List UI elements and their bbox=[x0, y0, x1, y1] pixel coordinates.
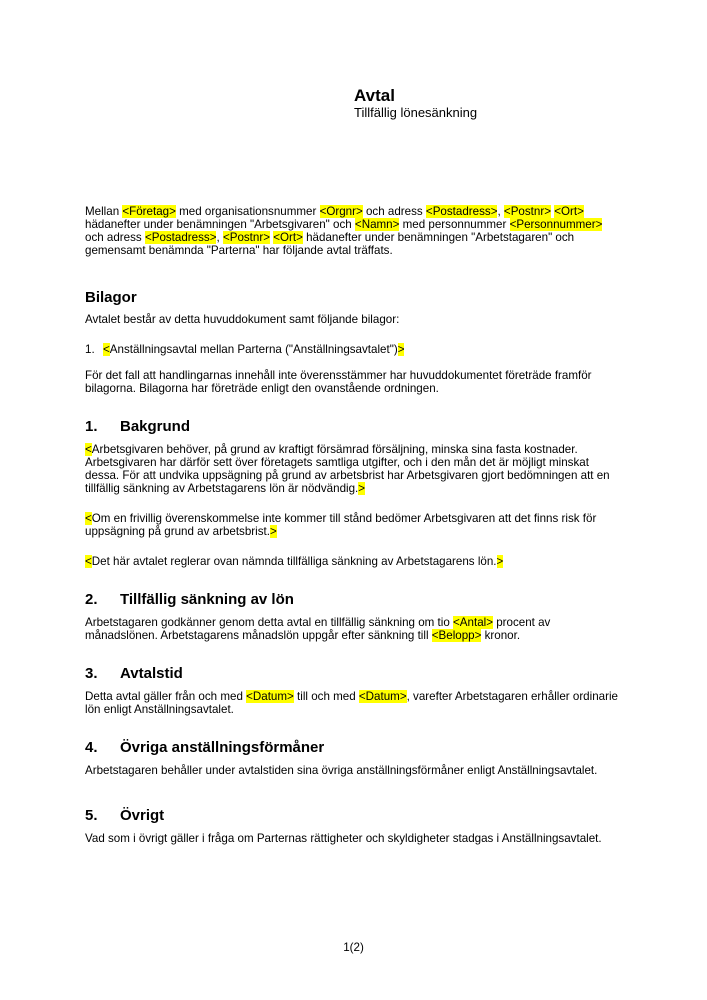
bilagor-heading: Bilagor bbox=[85, 289, 137, 306]
text-segment: procent av månadslönen. Arbetstagarens månadslön uppgår efter sänkning till bbox=[85, 616, 551, 642]
placeholder-highlight: > bbox=[269, 525, 277, 538]
placeholder-highlight: < bbox=[85, 555, 92, 568]
section-number: 2. bbox=[85, 591, 98, 608]
text-segment: Arbetstagaren godkänner genom detta avtal en tillfällig sänkning om tio bbox=[85, 616, 454, 629]
attachment-list-item bbox=[85, 343, 622, 356]
text-segment: Det här avtalet reglerar ovan nämnda tillfälliga sänkning av Arbetstagarens lön. bbox=[91, 555, 497, 568]
placeholder-highlight: > bbox=[358, 482, 366, 495]
text-segment: hädanefter under benämningen "Arbetstagaren" och gemensamt benämnda "Parterna" har följande avtal träffats. bbox=[85, 231, 575, 257]
placeholder-highlight: <Ort> bbox=[554, 205, 584, 218]
placeholder-highlight: < bbox=[103, 343, 110, 356]
text-segment: med organisationsnummer bbox=[175, 205, 320, 218]
placeholder-highlight: <Namn> bbox=[354, 218, 400, 231]
text-segment: , bbox=[216, 231, 223, 244]
text-segment: Arbetsgivaren behöver, på grund av kraftigt försämrad försäljning, minska sina fasta kostnader. Arbetsgivaren har därför sett över företagets samtliga utgifter, och i den mån det är möjligt minskat dessa. För att undvika uppsägning på grund av arbetsbrist har Arbetsgivaren gjort bedömningen att en tillfällig sänkning av Arbetstagarens lön är nödvändig. bbox=[85, 443, 610, 495]
body-paragraph bbox=[85, 443, 622, 495]
document-title-block bbox=[354, 86, 622, 119]
placeholder-highlight: <Antal> bbox=[453, 616, 493, 629]
text-segment: Om en frivillig överenskommelse inte kommer till stånd bedömer Arbetsgivaren att det finns risk för uppsägning på grund av arbetsbrist. bbox=[85, 512, 597, 538]
section-ovriga-anstallningsformaner bbox=[85, 740, 622, 777]
section-heading bbox=[85, 740, 622, 755]
body-paragraph bbox=[85, 690, 622, 716]
section-heading bbox=[85, 808, 622, 823]
section-heading-label: Bakgrund bbox=[120, 418, 191, 435]
bilagor-precedence-paragraph: För det fall att handlingarnas innehåll inte överensstämmer har huvuddokumentet företräde framför bilagorna. Bilagorna har företräde enligt den ovanstående ordningen. bbox=[85, 369, 592, 395]
body-paragraph bbox=[85, 764, 622, 777]
section-ovrigt bbox=[85, 808, 622, 845]
text-segment: till och med bbox=[293, 690, 359, 703]
text-segment: Mellan bbox=[85, 205, 123, 218]
page-footer bbox=[0, 941, 707, 954]
placeholder-highlight: <Datum> bbox=[246, 690, 294, 703]
section-heading bbox=[85, 419, 622, 434]
placeholder-highlight: <Datum> bbox=[358, 690, 407, 703]
placeholder-highlight: < bbox=[85, 512, 92, 525]
section-number: 1. bbox=[85, 418, 98, 435]
placeholder-highlight: < bbox=[85, 443, 92, 456]
document-subtitle: Tillfällig lönesänkning bbox=[354, 105, 478, 120]
placeholder-highlight: <Postnr> bbox=[503, 205, 551, 218]
placeholder-highlight: <Orgnr> bbox=[319, 205, 363, 218]
text-segment: kronor. bbox=[481, 629, 521, 642]
text-segment: , bbox=[497, 205, 504, 218]
section-bakgrund bbox=[85, 419, 622, 568]
bilagor-intro-line: Avtalet består av detta huvuddokument samt följande bilagor: bbox=[85, 313, 400, 326]
text-segment: , varefter Arbetstagaren erhåller ordinarie lön enligt Anställningsavtalet. bbox=[85, 690, 618, 716]
text-segment: hädanefter under benämningen "Arbetsgivaren" och bbox=[85, 218, 355, 231]
body-paragraph bbox=[85, 616, 622, 642]
placeholder-highlight: <Företag> bbox=[122, 205, 176, 218]
placeholder-highlight: > bbox=[496, 555, 504, 568]
section-number: 3. bbox=[85, 665, 98, 682]
text-segment: Detta avtal gäller från och med bbox=[85, 690, 247, 703]
section-heading bbox=[85, 592, 622, 607]
section-bilagor bbox=[85, 290, 622, 395]
document-title: Avtal bbox=[354, 86, 395, 105]
text-segment: med personnummer bbox=[399, 218, 510, 231]
section-number: 4. bbox=[85, 739, 98, 756]
section-number: 5. bbox=[85, 807, 98, 824]
text-segment: och adress bbox=[85, 231, 145, 244]
section-heading bbox=[85, 666, 622, 681]
section-heading-label: Övriga anställningsförmåner bbox=[120, 739, 325, 756]
section-avtalstid bbox=[85, 666, 622, 716]
parties-intro-paragraph bbox=[85, 205, 622, 257]
text-segment: och adress bbox=[362, 205, 426, 218]
placeholder-highlight: <Postadress> bbox=[425, 205, 498, 218]
text-segment: Vad som i övrigt gäller i fråga om Parternas rättigheter och skyldigheter stadgas i Anställningsavtalet. bbox=[85, 832, 602, 845]
body-paragraph bbox=[85, 832, 622, 845]
attachment-name bbox=[103, 343, 622, 356]
placeholder-highlight: > bbox=[397, 343, 405, 356]
text-segment: Anställningsavtal mellan Parterna ("Anställningsavtalet") bbox=[109, 343, 398, 356]
placeholder-highlight: <Personnummer> bbox=[509, 218, 603, 231]
placeholder-highlight: <Postadress> bbox=[144, 231, 217, 244]
placeholder-highlight: <Postnr> bbox=[222, 231, 270, 244]
section-heading-label: Avtalstid bbox=[120, 665, 183, 682]
placeholder-highlight: <Ort> bbox=[273, 231, 303, 244]
placeholder-highlight: <Belopp> bbox=[431, 629, 482, 642]
page-number: 1(2) bbox=[343, 941, 364, 954]
section-tillfallig-sankning bbox=[85, 592, 622, 642]
attachment-list-number: 1. bbox=[85, 343, 95, 356]
body-paragraph bbox=[85, 512, 622, 538]
section-heading-label: Övrigt bbox=[120, 807, 165, 824]
body-paragraph bbox=[85, 555, 622, 568]
text-segment: Arbetstagaren behåller under avtalstiden sina övriga anställningsförmåner enligt Anställningsavtalet. bbox=[85, 764, 598, 777]
section-heading-label: Tillfällig sänkning av lön bbox=[120, 591, 294, 608]
